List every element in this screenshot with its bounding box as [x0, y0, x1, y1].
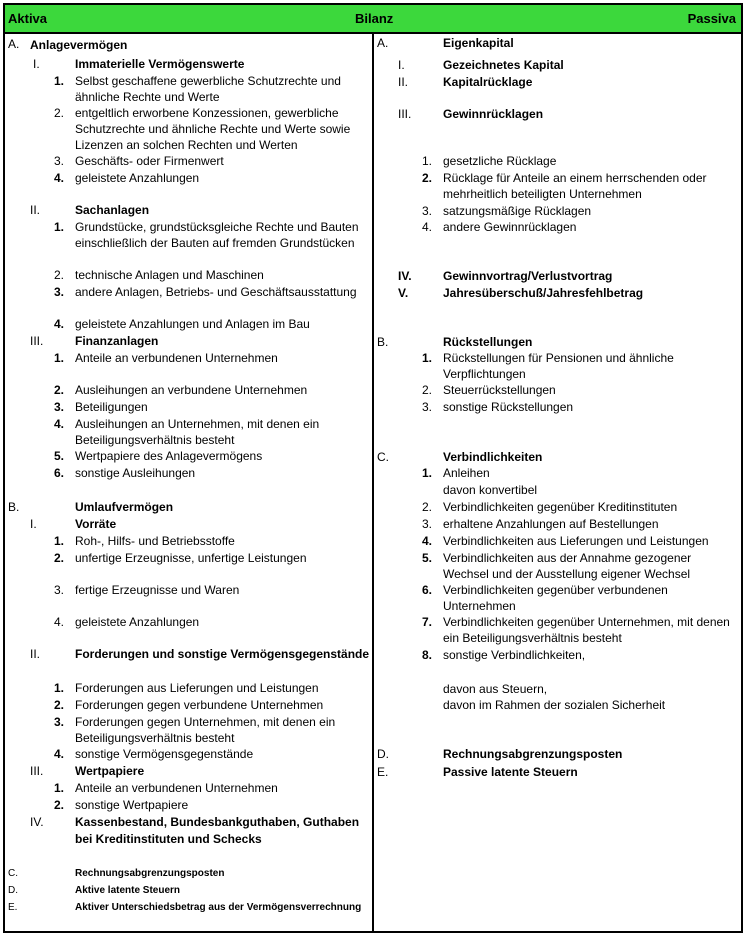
item-text: Schutzrechte und ähnliche Rechte und Werte sowie: [75, 122, 351, 136]
item-text: Forderungen gegen Unternehmen, mit denen ein: [75, 715, 336, 729]
group-number: IV.: [398, 269, 412, 283]
item-text: Verbindlichkeiten gegenüber verbundenen: [443, 583, 668, 597]
item-number: 3.: [54, 285, 65, 299]
item-text: sonstige Wertpapiere: [75, 798, 189, 812]
item-text: ähnliche Rechte und Werte: [75, 90, 220, 104]
item-text: einschließlich der Bauten auf fremden Grundstücken: [75, 236, 355, 250]
item-text: Unternehmen: [443, 599, 516, 613]
item-text: unfertige Erzeugnisse, unfertige Leistungen: [75, 551, 307, 565]
item-text: Verbindlichkeiten aus der Annahme gezogener: [443, 551, 692, 565]
item-text: geleistete Anzahlungen und Anlagen im Bau: [75, 317, 310, 331]
group-number: V.: [398, 286, 409, 300]
item-text: entgeltlich erworbene Konzessionen, gewerbliche: [75, 106, 339, 120]
column-divider: [372, 34, 374, 933]
item-text: Rückstellungen für Pensionen und ähnliche: [443, 351, 674, 365]
item-text: Verbindlichkeiten gegenüber Kreditinstituten: [443, 500, 678, 514]
item-number: 4.: [54, 317, 65, 331]
item-number: 4.: [54, 417, 65, 431]
group-title: Gewinnvortrag/Verlustvortrag: [443, 269, 613, 283]
item-text: andere Anlagen, Betriebs- und Geschäftsausstattung: [75, 285, 357, 299]
item-text: Anteile an verbundenen Unternehmen: [75, 351, 278, 365]
group-number: III.: [30, 764, 44, 778]
item-text: sonstige Verbindlichkeiten,: [443, 648, 586, 662]
item-note: davon aus Steuern,: [443, 682, 548, 696]
item-text: Verbindlichkeiten gegenüber Unternehmen, mit denen: [443, 615, 730, 629]
group-number: IV.: [30, 815, 44, 829]
item-number: 8.: [422, 648, 433, 662]
item-number: 1.: [54, 74, 65, 88]
section-letter: E.: [377, 765, 389, 779]
item-number: 2.: [54, 798, 65, 812]
item-text: fertige Erzeugnisse und Waren: [75, 583, 240, 597]
group-title: bei Kreditinstituten und Schecks: [75, 832, 262, 846]
item-text: andere Gewinnrücklagen: [443, 220, 577, 234]
group-number: III.: [30, 334, 44, 348]
section-letter: B.: [8, 500, 20, 514]
item-text: sonstige Rückstellungen: [443, 400, 574, 414]
section-title: Umlaufvermögen: [75, 500, 174, 514]
item-number: 4.: [422, 220, 433, 234]
item-number: 6.: [54, 466, 65, 480]
section-title: Rechnungsabgrenzungsposten: [75, 868, 225, 879]
section-letter: D.: [377, 747, 389, 761]
section-letter: D.: [8, 885, 18, 896]
item-text: Ausleihungen an verbundene Unternehmen: [75, 383, 308, 397]
section-letter: E.: [8, 902, 18, 913]
item-number: 1.: [54, 220, 65, 234]
section-title: Rückstellungen: [443, 335, 533, 349]
item-text: geleistete Anzahlungen: [75, 615, 200, 629]
section-title: Aktive latente Steuern: [75, 885, 181, 896]
item-text: Ausleihungen an Unternehmen, mit denen ein: [75, 417, 320, 431]
group-title: Gewinnrücklagen: [443, 107, 544, 121]
item-text: Grundstücke, grundstücksgleiche Rechte und Bauten: [75, 220, 359, 234]
section-title: Eigenkapital: [443, 36, 514, 50]
item-number: 5.: [422, 551, 433, 565]
item-text: Wechsel und der Ausstellung eigener Wechsel: [443, 567, 691, 581]
header-bar: [5, 5, 741, 34]
group-title: Gezeichnetes Kapital: [443, 58, 564, 72]
item-number: 4.: [54, 747, 65, 761]
item-text: Verpflichtungen: [443, 367, 526, 381]
item-text: satzungsmäßige Rücklagen: [443, 204, 592, 218]
item-text: Steuerrückstellungen: [443, 383, 556, 397]
group-title: Finanzanlagen: [75, 334, 159, 348]
item-text: mehrheitlich beteiligten Unternehmen: [443, 187, 642, 201]
item-text: Geschäfts- oder Firmenwert: [75, 154, 224, 168]
item-number: 2.: [422, 171, 433, 185]
item-text: sonstige Vermögensgegenstände: [75, 747, 254, 761]
group-title: Forderungen und sonstige Vermögensgegenstände: [75, 647, 370, 661]
item-text: Rücklage für Anteile an einem herrschenden oder: [443, 171, 707, 185]
item-number: 6.: [422, 583, 433, 597]
group-title: Kassenbestand, Bundesbankguthaben, Guthaben: [75, 815, 360, 829]
item-text: Lizenzen an solchen Rechten und Werten: [75, 138, 298, 152]
item-number: 7.: [422, 615, 433, 629]
item-text: Wertpapiere des Anlagevermögens: [75, 449, 263, 463]
section-title: Verbindlichkeiten: [443, 450, 543, 464]
group-title: Jahresüberschuß/Jahresfehlbetrag: [443, 286, 644, 300]
item-text: Anleihen: [443, 466, 490, 480]
item-text: technische Anlagen und Maschinen: [75, 268, 264, 282]
section-title: Aktiver Unterschiedsbetrag aus der Vermögensverrechnung: [75, 902, 362, 913]
item-text: Beteiligungsverhältnis besteht: [75, 433, 235, 447]
group-number: I.: [30, 517, 37, 531]
item-text: Anteile an verbundenen Unternehmen: [75, 781, 278, 795]
item-number: 2.: [422, 500, 433, 514]
item-number: 2.: [54, 551, 65, 565]
item-text: sonstige Ausleihungen: [75, 466, 196, 480]
item-number: 4.: [54, 615, 65, 629]
group-title: Vorräte: [75, 517, 117, 531]
item-number: 3.: [422, 517, 433, 531]
item-number: 3.: [54, 154, 65, 168]
item-text: Beteiligungsverhältnis besteht: [75, 731, 235, 745]
item-text: Forderungen gegen verbundene Unternehmen: [75, 698, 324, 712]
header-passiva: Passiva: [687, 11, 736, 26]
item-number: 2.: [54, 698, 65, 712]
item-number: 1.: [54, 781, 65, 795]
item-number: 2.: [54, 268, 65, 282]
section-letter: B.: [377, 335, 389, 349]
group-number: II.: [398, 75, 409, 89]
group-number: I.: [398, 58, 405, 72]
section-title: Anlagevermögen: [30, 38, 128, 52]
group-number: II.: [30, 203, 41, 217]
item-text: ein Beteiligungsverhältnis besteht: [443, 631, 622, 645]
group-title: Wertpapiere: [75, 764, 145, 778]
section-letter: C.: [377, 450, 389, 464]
item-number: 1.: [422, 351, 433, 365]
group-title: Immaterielle Vermögenswerte: [75, 57, 245, 71]
item-number: 2.: [54, 383, 65, 397]
item-text: Beteiligungen: [75, 400, 148, 414]
group-number: I.: [33, 57, 40, 71]
item-number: 3.: [422, 400, 433, 414]
item-number: 1.: [54, 534, 65, 548]
section-letter: A.: [377, 36, 389, 50]
group-number: III.: [398, 107, 412, 121]
item-text: geleistete Anzahlungen: [75, 171, 200, 185]
group-title: Kapitalrücklage: [443, 75, 533, 89]
item-number: 2.: [422, 383, 433, 397]
item-number: 3.: [54, 583, 65, 597]
item-text: Forderungen aus Lieferungen und Leistungen: [75, 681, 319, 695]
header-aktiva: Aktiva: [8, 11, 48, 26]
section-letter: A.: [8, 37, 20, 51]
section-title: Passive latente Steuern: [443, 765, 578, 779]
item-number: 4.: [422, 534, 433, 548]
item-text: Selbst geschaffene gewerbliche Schutzrechte und: [75, 74, 341, 88]
item-number: 4.: [54, 171, 65, 185]
group-title: Sachanlagen: [75, 203, 150, 217]
header-title: Bilanz: [355, 11, 394, 26]
item-number: 2.: [54, 106, 65, 120]
section-title: Rechnungsabgrenzungsposten: [443, 747, 623, 761]
item-text: Roh-, Hilfs- und Betriebsstoffe: [75, 534, 235, 548]
item-note: davon im Rahmen der sozialen Sicherheit: [443, 698, 666, 712]
item-text: Verbindlichkeiten aus Lieferungen und Leistungen: [443, 534, 709, 548]
item-number: 1.: [54, 681, 65, 695]
item-number: 1.: [54, 351, 65, 365]
item-number: 3.: [54, 715, 65, 729]
item-number: 3.: [422, 204, 433, 218]
item-text: davon konvertibel: [443, 483, 538, 497]
item-text: gesetzliche Rücklage: [443, 154, 557, 168]
item-number: 1.: [422, 466, 433, 480]
item-number: 1.: [422, 154, 433, 168]
section-letter: C.: [8, 868, 18, 879]
group-number: II.: [30, 647, 41, 661]
item-text: erhaltene Anzahlungen auf Bestellungen: [443, 517, 659, 531]
item-number: 5.: [54, 449, 65, 463]
item-number: 3.: [54, 400, 65, 414]
